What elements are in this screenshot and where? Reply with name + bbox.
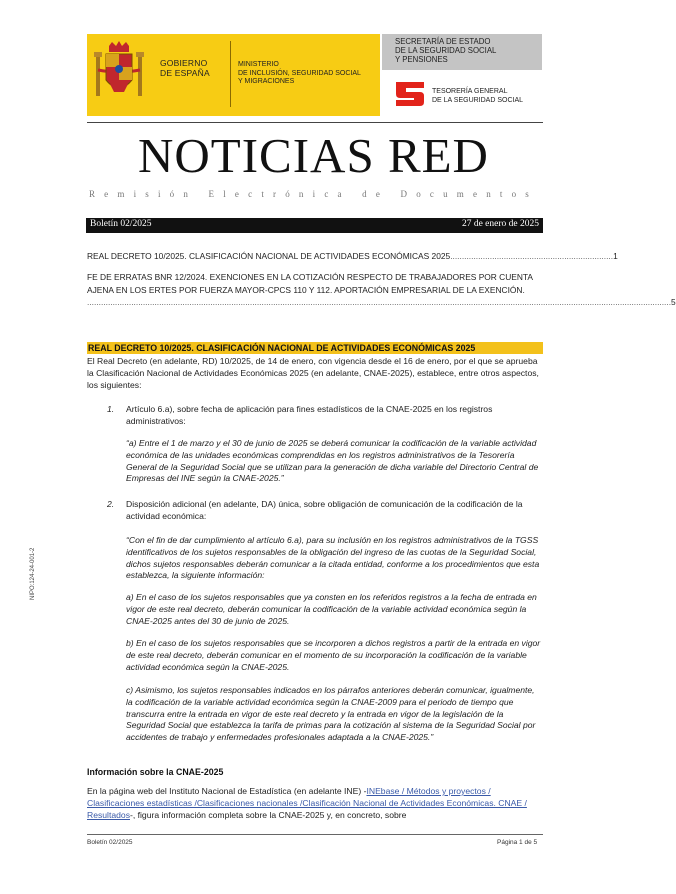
footer-rule <box>87 834 543 835</box>
item-2-text: Disposición adicional (en adelante, DA) única, sobre obligación de comunicación de la codificación de la actividad económica: <box>126 499 523 521</box>
toc-item-2-dots: ........................................................................................................................................................................................................................................................... <box>87 297 672 307</box>
item-1-quote: “a) Entre el 1 de marzo y el 30 de junio de 2025 se deberá comunicar la codificación de la variable actividad económica de las unidades económicas comprendidas en los registros administrativos de la Tesorería General de la Seguridad Social que se utilizan para la generación de dicha variable del Directorio Central de Empresas del INE según la CNAE-2025.” <box>126 438 539 484</box>
bulletin-date: 27 de enero de 2025 <box>461 219 539 229</box>
tgss-logo-icon <box>394 80 426 108</box>
secretaria-line-2: DE LA SEGURIDAD SOCIAL <box>395 46 497 56</box>
secretaria-text <box>395 37 496 65</box>
ine-link[interactable]: INEbase / Métodos y proyectos / Clasificaciones estadísticas /Clasificaciones nacionales /Clasificación Nacional de Actividades Económicas. CNAE / Resultados <box>87 786 527 820</box>
toc-item-1-title[interactable]: REAL DECRETO 10/2025. CLASIFICACIÓN NACIONAL DE ACTIVIDADES ECONÓMICAS 2025 <box>87 251 451 261</box>
masthead-subtitle: Remisión Electrónica de Documentos <box>88 189 538 199</box>
item-1-text: Artículo 6.a), sobre fecha de aplicación para fines estadísticos de la CNAE-2025 en los registros administrativos: <box>126 404 493 426</box>
bulletin-number: Boletín 02/2025 <box>90 219 152 229</box>
quote-c: c) Asimismo, los sujetos responsables indicados en los párrafos anteriores deberán comunicar, igualmente, la codificación de la variable actividad económica según la CNAE-2009 para el periodo de tiempo que transcurra entre la entrada en vigor de este real decreto y la entrada en vigor de la legislación de la Seguridad Social que establezca la tarifa de primas para la cotización al sistema de la Seguridad Social por accidentes de trabajo y enfermedades profesionales adaptada a la CNAE-2025.” <box>126 685 536 743</box>
section-intro: El Real Decreto (en adelante, RD) 10/2025, de 14 de enero, con vigencia desde el 16 de enero, por el que se aprueba la Clasificación Nacional de Actividades Económicas 2025 (en adelante, CNAE-2025), establece, entre otros aspectos, los siguientes: <box>87 356 539 390</box>
tgss-line-2: DE LA SEGURIDAD SOCIAL <box>432 96 524 104</box>
item-2-number: 2. <box>107 499 115 509</box>
quote-b: b) En el caso de los sujetos responsables que se incorporen a dichos registros a partir de la entrada en vigor de este real decreto, deberán comunicar en el momento de su incorporación la codificación de la variable actividad económica según la CNAE-2025. <box>126 638 541 672</box>
gov-line-1: GOBIERNO <box>160 58 208 68</box>
ministry-line-1: MINISTERIO <box>238 61 279 68</box>
info-paragraph <box>87 786 543 821</box>
secretaria-line-3: Y PENSIONES <box>395 55 448 65</box>
header-divider <box>230 41 231 107</box>
item-1-number: 1. <box>107 404 115 414</box>
footer-page-number: Página 1 de 5 <box>497 839 538 846</box>
toc-item-2-page[interactable]: 5 <box>671 297 676 307</box>
secretaria-line-1: SECRETARÍA DE ESTADO <box>395 37 491 46</box>
item-2-quote: “Con el fin de dar cumplimiento al artículo 6.a), para su inclusión en los registros administrativos de la TGSS identificativos de los sujetos responsables de la obligación del ingreso de las cuotas de la Seguridad Social, dichos sujetos responsables deberán comunicar a la citada entidad, conforme a los procedimientos que esta establezca, la siguiente información: <box>126 535 540 581</box>
coat-of-arms-icon <box>94 40 144 106</box>
toc-item-1-dots: ...................................................................... <box>450 251 614 261</box>
info-heading: Información sobre la CNAE-2025 <box>87 767 224 777</box>
toc-item-1-page[interactable]: 1 <box>613 251 618 261</box>
info-text-after: -, figura información completa sobre la CNAE-2025 y, en concreto, sobre <box>130 809 407 820</box>
masthead-title: NOTICIAS RED <box>138 128 489 183</box>
toc-item-2-title-line-1[interactable]: FE DE ERRATAS BNR 12/2024. EXENCIONES EN LA COTIZACIÓN RESPECTO DE TRABAJADORES POR CUENTA <box>87 272 533 282</box>
toc-item-1[interactable] <box>87 251 618 261</box>
toc-item-2-title-line-2[interactable]: AJENA EN LOS ERTES POR FUERZA MAYOR-CPCS 110 Y 112. APORTACIÓN EMPRESARIAL DE LA EXENCIÓN. <box>87 284 525 295</box>
info-text-before: En la página web del Instituto Nacional de Estadística (en adelante INE) - <box>87 786 367 796</box>
tgss-line-1: TESORERÍA GENERAL <box>432 88 508 95</box>
quote-a: a) En el caso de los sujetos responsables que ya consten en los referidos registros a la fecha de entrada en vigor de este real decreto, deberán comunicar la codificación de la variable actividad económica según la CNAE-2025 antes del 30 de junio de 2025. <box>126 592 537 626</box>
ministry-line-3: Y MIGRACIONES <box>238 78 295 85</box>
government-logo-text <box>160 58 210 78</box>
footer-bulletin: Boletín 02/2025 <box>87 839 133 846</box>
gov-line-2: DE ESPAÑA <box>160 68 210 78</box>
ministry-line-2: DE INCLUSIÓN, SEGURIDAD SOCIAL <box>238 69 361 77</box>
ministry-text <box>238 61 361 87</box>
section-title: REAL DECRETO 10/2025. CLASIFICACIÓN NACIONAL DE ACTIVIDADES ECONÓMICAS 2025 <box>87 342 543 354</box>
nipo-code: NIPO:124-24-001-2 <box>30 547 36 600</box>
header-rule <box>87 122 543 123</box>
bulletin-bar <box>86 218 543 233</box>
tgss-text <box>432 88 523 105</box>
toc-item-2[interactable] <box>87 271 676 309</box>
